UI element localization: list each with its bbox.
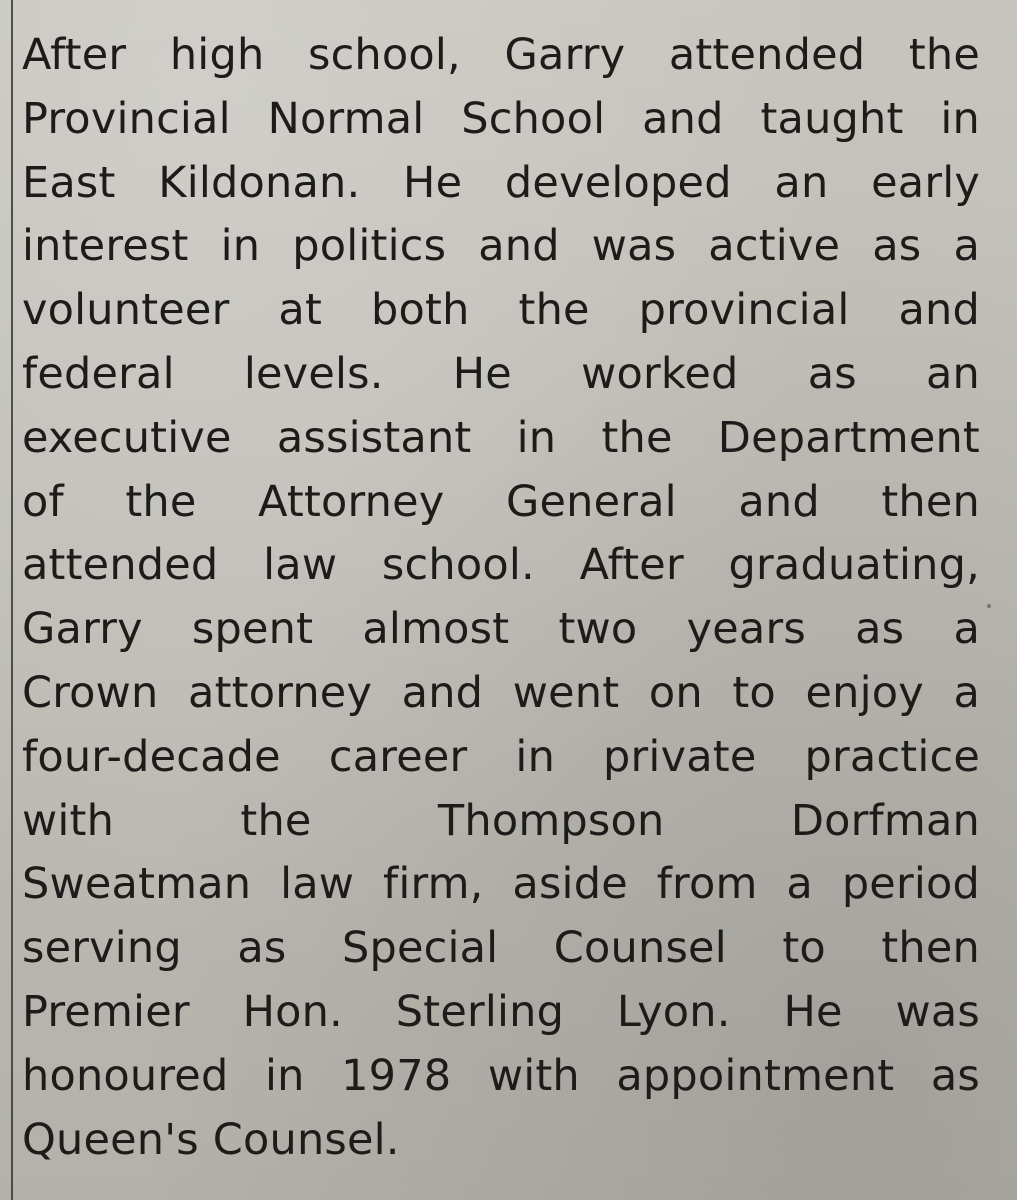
text-line: serving as Special Counsel to then	[22, 923, 980, 974]
text-line: volunteer at both the provincial and	[22, 285, 980, 336]
text-line: Provincial Normal School and taught in	[22, 93, 980, 144]
text-line: with the Thompson Dorfman	[22, 795, 980, 846]
column-divider-rule	[11, 0, 13, 1200]
text-line: Sweatman law firm, aside from a period	[22, 859, 980, 910]
text-line: Crown attorney and went on to enjoy a	[22, 667, 980, 718]
text-line: four-decade career in private practice	[22, 731, 980, 782]
text-line: executive assistant in the Department	[22, 412, 980, 463]
article-paragraph	[22, 24, 980, 1172]
text-line: interest in politics and was active as a	[22, 221, 980, 272]
text-line: After high school, Garry attended the	[22, 30, 980, 80]
text-line-last: Queen's Counsel.	[22, 1114, 400, 1165]
text-line: of the Attorney General and then	[22, 476, 980, 527]
text-line: honoured in 1978 with appointment as	[22, 1050, 980, 1101]
text-line: federal levels. He worked as an	[22, 348, 980, 399]
text-line: East Kildonan. He developed an early	[22, 157, 980, 208]
text-line: Garry spent almost two years as a	[22, 604, 980, 655]
text-line: Premier Hon. Sterling Lyon. He was	[22, 986, 980, 1037]
text-line: attended law school. After graduating,	[22, 540, 980, 591]
paper-speck	[987, 604, 991, 608]
